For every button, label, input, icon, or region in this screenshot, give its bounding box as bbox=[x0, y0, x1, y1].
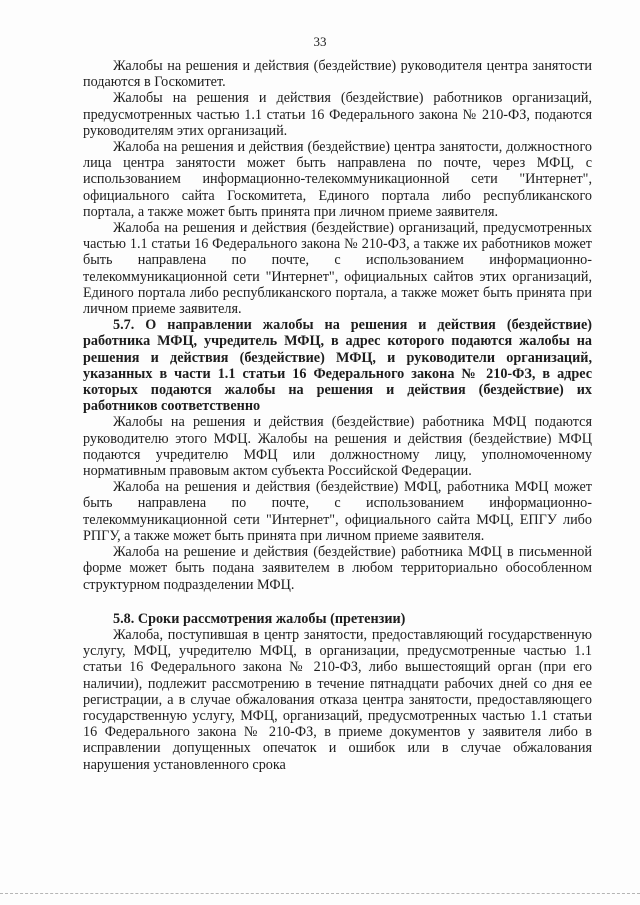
paragraph-complaint-submission-organizations: Жалоба на решения и действия (бездействие) организаций, предусмотренных частью 1.1 статьи 16 Федерального закона № 210-ФЗ, а также их работников может быть направлена по почте, с использованием информационно-телекоммуникационной сети "Интернет", официальных сайтов этих организаций, Единого портала либо республиканского портала, а также может быть принята при личном приеме заявителя. bbox=[83, 220, 592, 318]
paragraph-complaint-submission-mfc: Жалоба на решения и действия (бездействие) МФЦ, работника МФЦ может быть направлена по почте, с использованием информационно-телекоммуникационной сети "Интернет", официального сайта МФЦ, ЕПГУ либо РПГУ, а также может быть принята при личном приеме заявителя. bbox=[83, 479, 592, 544]
section-heading-5-8: 5.8. Сроки рассмотрения жалобы (претензии) bbox=[113, 610, 406, 627]
paragraph-complaints-employment-center-head: Жалобы на решения и действия (бездействие) руководителя центра занятости подаются в Госкомитет. bbox=[83, 58, 592, 91]
paragraph-complaints-mfc-worker: Жалобы на решения и действия (бездействие) работника МФЦ подаются руководителю этого МФЦ. Жалобы на решения и действия (бездействие) МФЦ подаются учредителю МФЦ или должностному лицу, уполномоченному нормативным правовым актом субъекта Российской Федерации. bbox=[83, 414, 592, 480]
page-number: 33 bbox=[313, 34, 327, 49]
section-heading-5-7: 5.7. О направлении жалобы на решения и действия (бездействие) работника МФЦ, учредитель МФЦ, в адрес которого подаются жалобы на решения и действия (бездействие) МФЦ, и руководители организаций, указанных в части 1.1 статьи 16 Федерального закона № 210-ФЗ, в адрес которых подаются жалобы на решения и действия (бездействие) их работников соответственно bbox=[83, 317, 592, 415]
paragraph-complaint-written-form-mfc: Жалоба на решение и действия (бездействие) работника МФЦ в письменной форме может быть подана заявителем в любом территориально обособленном структурном подразделении МФЦ. bbox=[83, 544, 592, 593]
document-body bbox=[83, 58, 592, 773]
paragraph-complaint-review-period: Жалоба, поступившая в центр занятости, предоставляющий государственную услугу, МФЦ, учредителю МФЦ, в организации, предусмотренные частью 1.1 статьи 16 Федерального закона № 210-ФЗ, либо вышестоящий орган (при его наличии), подлежит рассмотрению в течение пятнадцати рабочих дней со дня ее регистрации, а в случае обжалования отказа центра занятости, предоставляющего государственную услугу, МФЦ, организаций, предусмотренных частью 1.1 статьи 16 Федерального закона № 210-ФЗ, в приеме документов у заявителя либо в исправлении допущенных опечаток и ошибок или в случае обжалования нарушения установленного срока bbox=[83, 626, 592, 773]
bottom-scan-rule bbox=[0, 893, 640, 894]
paragraph-complaints-organization-workers: Жалобы на решения и действия (бездействие) работников организаций, предусмотренных частью 1.1 статьи 16 Федерального закона № 210-ФЗ, подаются руководителям этих организаций. bbox=[83, 90, 592, 139]
paragraph-complaint-submission-employment-center: Жалоба на решения и действия (бездействие) центра занятости, должностного лица центра занятости может быть направлена по почте, через МФЦ, с использованием информационно-телекоммуникационной сети "Интернет", официального сайта Госкомитета, Единого портала либо республиканского портала, а также может быть принята при личном приеме заявителя. bbox=[83, 139, 592, 220]
